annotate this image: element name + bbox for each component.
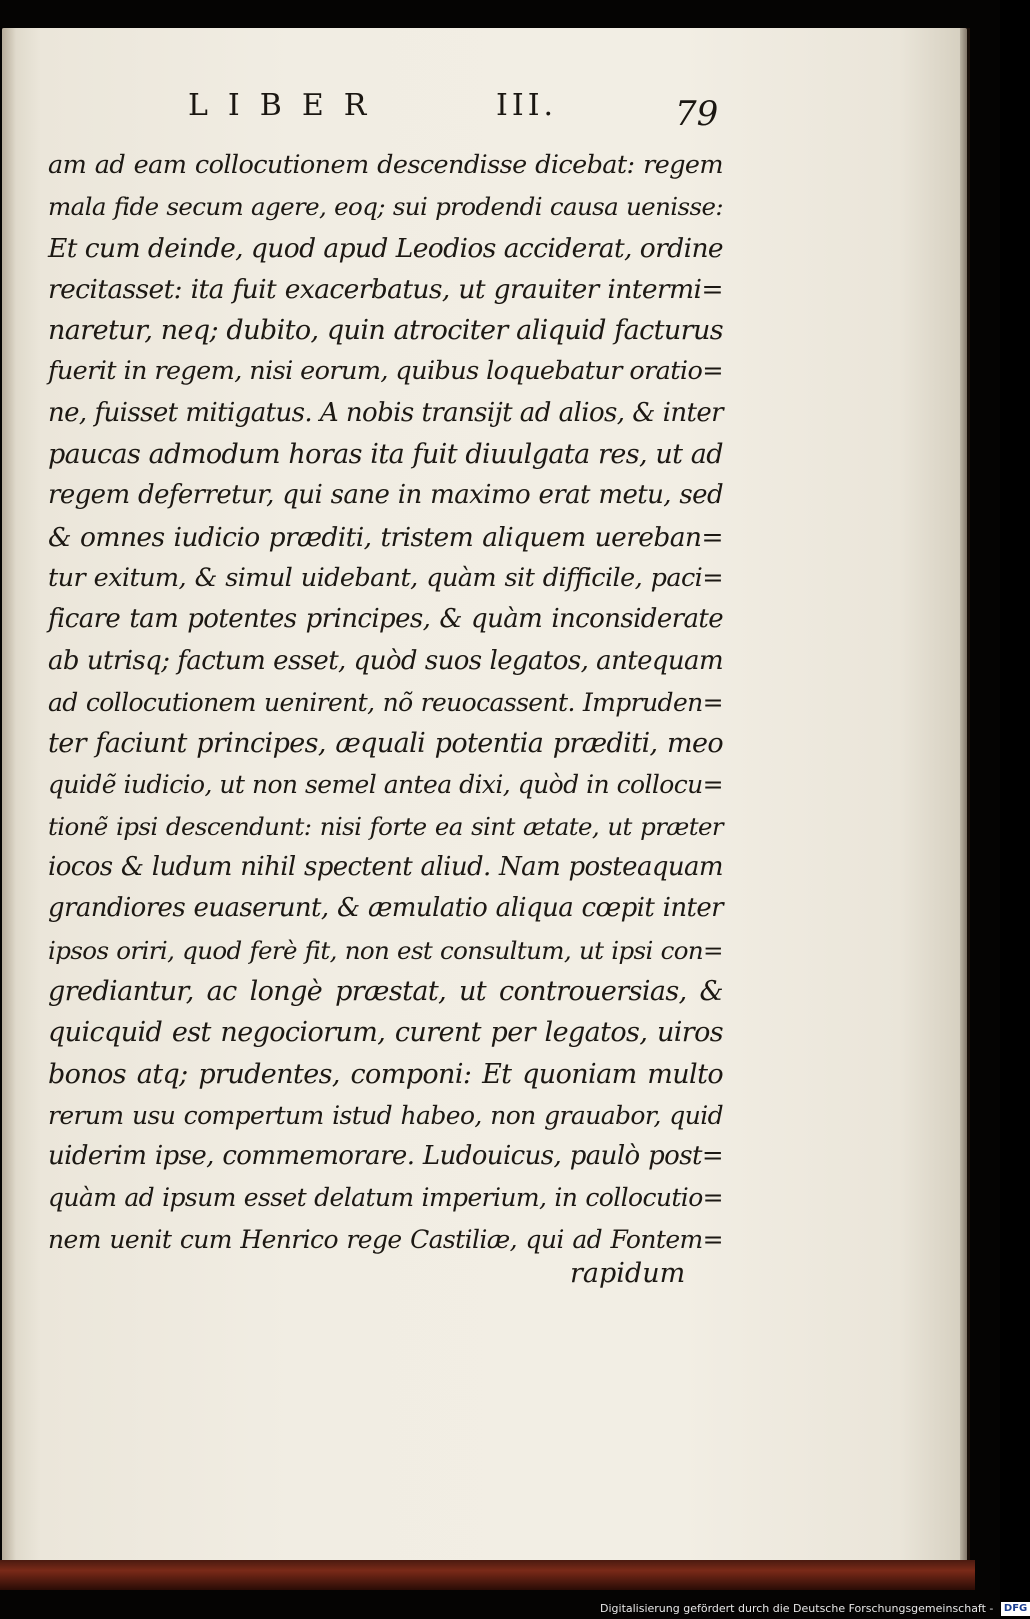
text-line: ne, fuisset mitigatus. A nobis transijt ad alios, & inter <box>48 397 723 428</box>
text-line: ter faciunt principes, æquali potentia præditi, meo <box>48 728 723 760</box>
text-line: quàm ad ipsum esset delatum imperium, in collocutio= <box>48 1183 723 1213</box>
text-line: naretur, neq; dubito, quin atrociter aliquid facturus <box>48 315 723 347</box>
body-text <box>48 145 723 1260</box>
text-line: grediantur, ac longè præstat, ut controuersias, & <box>48 975 723 1007</box>
page-gutter-shadow <box>2 28 16 1568</box>
text-line: nem uenit cum Henrico rege Castiliæ, qui ad Fontem= <box>48 1224 723 1254</box>
text-line: bonos atq; prudentes, componi: Et quoniam multo <box>48 1058 723 1090</box>
running-head: LIBER <box>188 88 387 123</box>
text-line: uiderim ipse, commemorare. Ludouicus, paulò post= <box>48 1141 723 1172</box>
text-line: ad collocutionem uenirent, nõ reuocassent. Impruden= <box>48 687 723 717</box>
text-line: tionẽ ipsi descendunt: nisi forte ea sint ætate, ut præter <box>48 811 723 841</box>
text-line: & omnes iudicio præditi, tristem aliquem uereban= <box>48 521 723 553</box>
text-line: tur exitum, & simul uidebant, quàm sit difficile, paci= <box>48 562 723 593</box>
page-number: 79 <box>675 94 719 134</box>
text-line: fuerit in regem, nisi eorum, quibus loquebatur oratio= <box>48 356 723 387</box>
text-line: iocos & ludum nihil spectent aliud. Nam posteaquam <box>48 852 723 883</box>
text-line: Et cum deinde, quod apud Leodios acciderat, ordine <box>48 232 723 264</box>
text-line: rerum usu compertum istud habeo, non grauabor, quid <box>48 1100 723 1130</box>
book-number: III. <box>496 88 558 123</box>
text-line: ficare tam potentes principes, & quàm inconsiderate <box>48 604 723 635</box>
text-line: paucas admodum horas ita fuit diuulgata res, ut ad <box>48 439 723 471</box>
text-line: quidẽ iudicio, ut non semel antea dixi, quòd in collocu= <box>48 770 723 800</box>
page-header <box>160 88 760 136</box>
catchword: rapidum <box>570 1258 686 1289</box>
text-line: quicquid est negociorum, curent per legatos, uiros <box>48 1017 723 1049</box>
text-line: mala fide secum agere, eoq; sui prodendi causa uenisse: <box>48 192 723 222</box>
dfg-logo: DFG <box>1001 1602 1030 1616</box>
page-right-edge <box>960 28 970 1568</box>
text-line: recitasset: ita fuit exacerbatus, ut grauiter intermi= <box>48 273 723 305</box>
text-line: grandiores euaserunt, & æmulatio aliqua cœpit inter <box>48 893 723 924</box>
digitization-credit <box>600 1600 1030 1618</box>
text-line: am ad eam collocutionem descendisse dicebat: regem <box>48 150 723 180</box>
credit-text: Digitalisierung gefördert durch die Deutsche Forschungsgemeinschaft - <box>600 1602 994 1615</box>
text-line: ipsos oriri, quod ferè fit, non est consultum, ut ipsi con= <box>48 935 723 965</box>
book-cover-edge <box>0 1560 975 1590</box>
text-line: ab utrisq; factum esset, quòd suos legatos, antequam <box>48 645 723 676</box>
text-line: regem deferretur, qui sane in maximo erat metu, sed <box>48 480 723 511</box>
